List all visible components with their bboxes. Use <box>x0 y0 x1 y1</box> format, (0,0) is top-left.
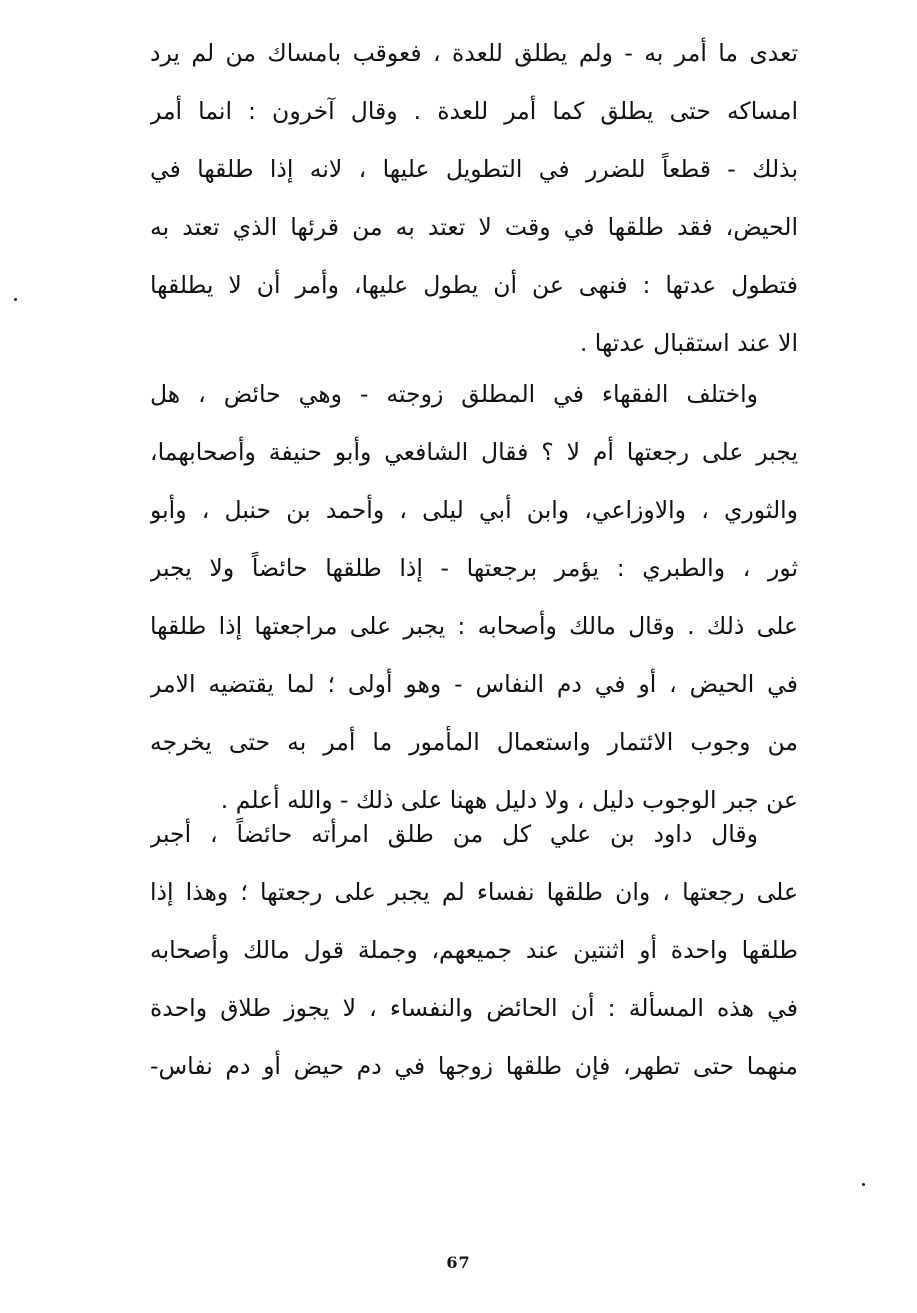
text-line: الحيض، فقد طلقها في وقت لا تعتد به من قرئها الذي تعتد به <box>150 213 798 241</box>
text-line: يجبر على رجعتها أم لا ؟ فقال الشافعي وأبو حنيفة وأصحابهما، <box>150 438 798 466</box>
scan-speck <box>862 1183 865 1186</box>
paragraph-1 <box>150 24 798 372</box>
page-number: 67 <box>446 1253 471 1272</box>
text-line: منهما حتى تطهر، فإن طلقها زوجها في دم حيض أو دم نفاس- <box>150 1052 798 1080</box>
text-line: الا عند استقبال عدتها . <box>579 329 798 357</box>
text-line: تعدى ما أمر به - ولم يطلق للعدة ، فعوقب بامساك من لم يرد <box>150 39 798 67</box>
text-line: من وجوب الائتمار واستعمال المأمور ما أمر به حتى يخرجه <box>150 728 798 756</box>
text-line: فتطول عدتها : فنهى عن أن يطول عليها، وأمر أن لا يطلقها <box>150 271 798 299</box>
text-line: وقال داود بن علي كل من طلق امرأته حائضاً ، أجبر <box>150 820 758 848</box>
text-line: في هذه المسألة : أن الحائض والنفساء ، لا يجوز طلاق واحدة <box>150 994 798 1022</box>
text-line: عن جبر الوجوب دليل ، ولا دليل ههنا على ذلك - والله أعلم . <box>220 786 798 814</box>
text-line: في الحيض ، أو في دم النفاس - وهو أولى ؛ لما يقتضيه الامر <box>150 670 798 698</box>
text-line: ثور ، والطبري : يؤمر برجعتها - إذا طلقها حائضاً ولا يجبر <box>150 554 798 582</box>
text-line: واختلف الفقهاء في المطلق زوجته - وهي حائض ، هل <box>150 380 758 408</box>
text-line: على ذلك . وقال مالك وأصحابه : يجبر على مراجعتها إذا طلقها <box>150 612 798 640</box>
scan-speck <box>14 298 17 301</box>
text-line: بذلك - قطعاً للضرر في التطويل عليها ، لانه إذا طلقها في <box>150 155 798 183</box>
paragraph-2 <box>150 365 798 829</box>
paragraph-3 <box>150 805 798 1095</box>
text-line: طلقها واحدة أو اثنتين عند جميعهم، وجملة قول مالك وأصحابه <box>150 936 798 964</box>
text-line: امساكه حتى يطلق كما أمر للعدة . وقال آخرون : انما أمر <box>150 97 798 125</box>
text-line: والثوري ، والاوزاعي، وابن أبي ليلى ، وأحمد بن حنبل ، وأبو <box>150 496 798 524</box>
text-line: على رجعتها ، وان طلقها نفساء لم يجبر على رجعتها ؛ وهذا إذا <box>150 878 798 906</box>
